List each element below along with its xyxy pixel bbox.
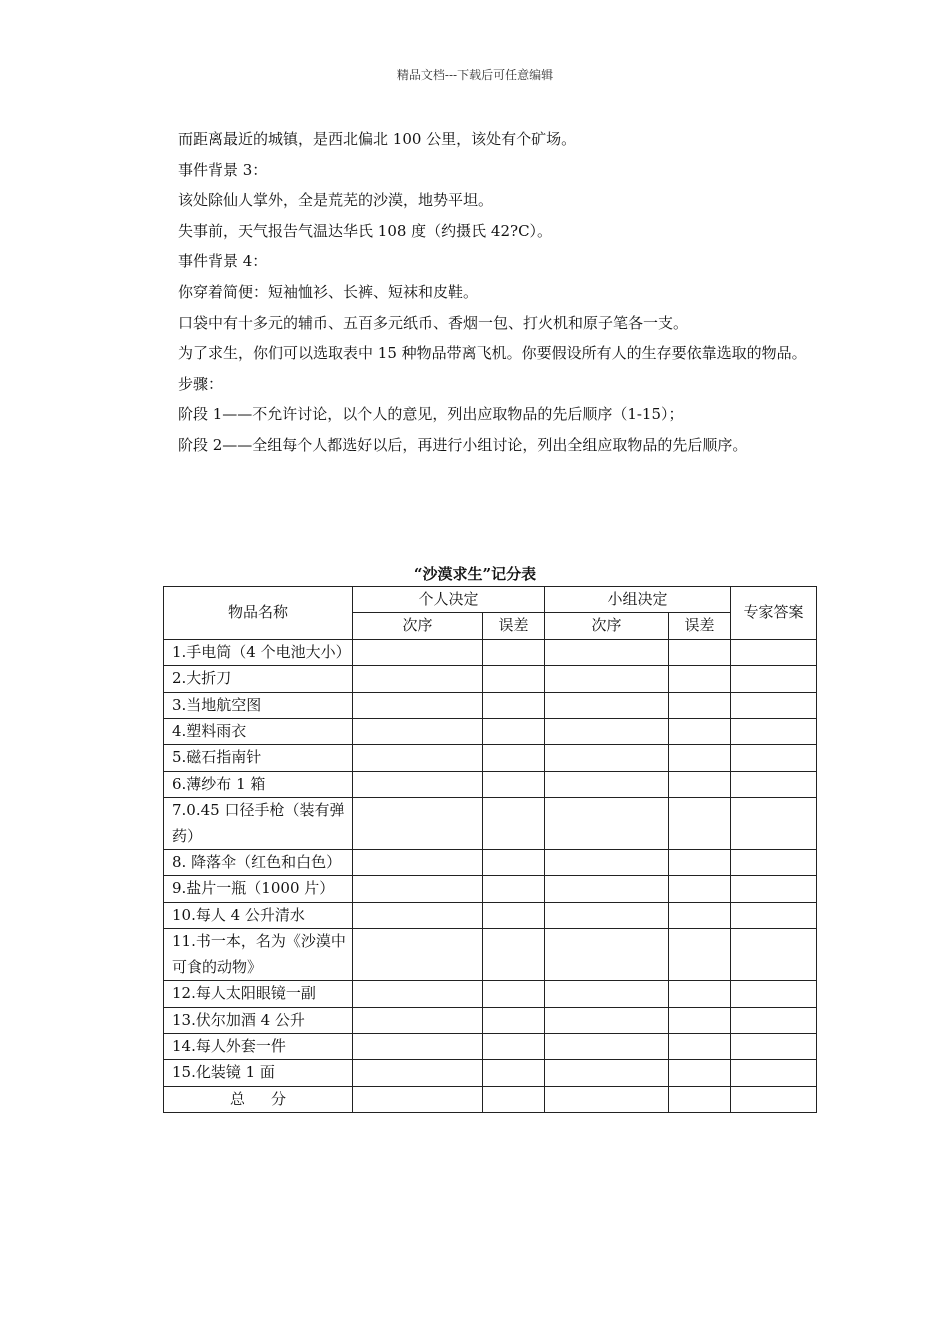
individual-error-cell	[483, 876, 545, 902]
group-error-cell	[669, 719, 731, 745]
table-row	[164, 639, 817, 665]
item-cell: 7.0.45 口径手枪（装有弹药）	[164, 798, 353, 850]
group-error-cell	[669, 666, 731, 692]
expert-answer-cell	[731, 850, 817, 876]
individual-error-cell	[483, 745, 545, 771]
group-error-cell	[669, 639, 731, 665]
header-individual-error: 误差	[483, 613, 545, 639]
expert-answer-cell	[731, 876, 817, 902]
group-order-cell	[545, 929, 669, 981]
group-error-cell	[669, 981, 731, 1007]
group-order-cell	[545, 902, 669, 928]
header-individual: 个人决定	[353, 587, 545, 613]
group-error-cell	[669, 1007, 731, 1033]
group-error-cell	[669, 745, 731, 771]
individual-error-cell	[483, 929, 545, 981]
header-expert: 专家答案	[731, 587, 817, 640]
individual-error-cell	[483, 1007, 545, 1033]
expert-answer-cell	[731, 771, 817, 797]
group-order-cell	[545, 798, 669, 850]
paragraph: 你穿着简便：短袖恤衫、长裤、短袜和皮鞋。	[178, 282, 479, 301]
group-order-cell	[545, 1007, 669, 1033]
expert-answer-cell	[731, 1033, 817, 1059]
individual-order-cell	[353, 1033, 483, 1059]
paragraph: 步骤：	[178, 374, 224, 393]
individual-error-cell	[483, 1086, 545, 1112]
table-row	[164, 1033, 817, 1059]
header-individual-order: 次序	[353, 613, 483, 639]
table-row	[164, 850, 817, 876]
individual-error-cell	[483, 1033, 545, 1059]
individual-error-cell	[483, 850, 545, 876]
group-order-cell	[545, 1086, 669, 1112]
group-error-cell	[669, 876, 731, 902]
item-cell: 12.每人太阳眼镜一副	[164, 981, 353, 1007]
individual-order-cell	[353, 1007, 483, 1033]
individual-order-cell	[353, 902, 483, 928]
group-error-cell	[669, 771, 731, 797]
table-row	[164, 798, 817, 850]
paragraph: 该处除仙人掌外，全是荒芜的沙漠，地势平坦。	[178, 191, 494, 210]
paragraph: 口袋中有十多元的辅币、五百多元纸币、香烟一包、打火机和原子笔各一支。	[178, 313, 689, 332]
individual-order-cell	[353, 798, 483, 850]
table-row	[164, 745, 817, 771]
table-row	[164, 1060, 817, 1086]
expert-answer-cell	[731, 745, 817, 771]
paragraph: 而距离最近的城镇，是西北偏北 100 公里，该处有个矿场。	[178, 130, 577, 148]
group-order-cell	[545, 1060, 669, 1086]
individual-error-cell	[483, 639, 545, 665]
group-order-cell	[545, 981, 669, 1007]
item-cell: 3.当地航空图	[164, 692, 353, 718]
individual-order-cell	[353, 639, 483, 665]
table-row	[164, 1007, 817, 1033]
individual-order-cell	[353, 692, 483, 718]
expert-answer-cell	[731, 981, 817, 1007]
header-group-order: 次序	[545, 613, 669, 639]
total-label	[164, 1086, 353, 1112]
individual-order-cell	[353, 719, 483, 745]
total-label-b: 分	[271, 1089, 287, 1108]
body-text	[144, 124, 812, 461]
group-error-cell	[669, 850, 731, 876]
paragraph: 事件背景 3：	[178, 160, 268, 179]
group-error-cell	[669, 929, 731, 981]
table-row	[164, 981, 817, 1007]
group-order-cell	[545, 850, 669, 876]
table-row	[164, 666, 817, 692]
individual-order-cell	[353, 850, 483, 876]
individual-error-cell	[483, 692, 545, 718]
item-cell: 6.薄纱布 1 箱	[164, 771, 353, 797]
individual-order-cell	[353, 666, 483, 692]
paragraph: 阶段 1——不允许讨论，以个人的意见，列出应取物品的先后顺序（1-15）；	[178, 405, 684, 424]
total-label-a: 总	[229, 1089, 245, 1108]
expert-answer-cell	[731, 719, 817, 745]
item-cell: 5.磁石指南针	[164, 745, 353, 771]
header-group: 小组决定	[545, 587, 731, 613]
group-order-cell	[545, 771, 669, 797]
table-row	[164, 929, 817, 981]
individual-error-cell	[483, 1060, 545, 1086]
item-cell: 14.每人外套一件	[164, 1033, 353, 1059]
individual-order-cell	[353, 1086, 483, 1112]
group-order-cell	[545, 666, 669, 692]
individual-error-cell	[483, 798, 545, 850]
group-order-cell	[545, 876, 669, 902]
individual-error-cell	[483, 902, 545, 928]
expert-answer-cell	[731, 1086, 817, 1112]
group-order-cell	[545, 1033, 669, 1059]
item-cell: 8. 降落伞（红色和白色）	[164, 850, 353, 876]
item-cell: 9.盐片一瓶（1000 片）	[164, 876, 353, 902]
table-row	[164, 902, 817, 928]
table-row	[164, 692, 817, 718]
expert-answer-cell	[731, 1060, 817, 1086]
table-row	[164, 771, 817, 797]
individual-order-cell	[353, 771, 483, 797]
paragraph: 阶段 2——全组每个人都选好以后，再进行小组讨论，列出全组应取物品的先后顺序。	[178, 435, 748, 454]
paragraph: 为了求生，你们可以选取表中 15 种物品带离飞机。你要假设所有人的生存要依靠选取的物品。	[178, 344, 807, 363]
expert-answer-cell	[731, 929, 817, 981]
expert-answer-cell	[731, 666, 817, 692]
score-table	[163, 586, 817, 1113]
group-error-cell	[669, 1086, 731, 1112]
individual-error-cell	[483, 666, 545, 692]
total-row	[164, 1086, 817, 1112]
item-cell: 13.伏尔加酒 4 公升	[164, 1007, 353, 1033]
paragraph: 事件背景 4：	[178, 252, 268, 271]
group-order-cell	[545, 719, 669, 745]
header-item-name: 物品名称	[164, 587, 353, 640]
individual-order-cell	[353, 929, 483, 981]
expert-answer-cell	[731, 902, 817, 928]
expert-answer-cell	[731, 798, 817, 850]
header-group-error: 误差	[669, 613, 731, 639]
item-cell: 4.塑料雨衣	[164, 719, 353, 745]
expert-answer-cell	[731, 692, 817, 718]
individual-error-cell	[483, 771, 545, 797]
group-error-cell	[669, 1033, 731, 1059]
individual-error-cell	[483, 981, 545, 1007]
group-order-cell	[545, 692, 669, 718]
item-cell: 11.书一本，名为《沙漠中可食的动物》	[164, 929, 353, 981]
individual-order-cell	[353, 745, 483, 771]
paragraph: 失事前，天气报告气温达华氏 108 度（约摄氏 42?C）。	[178, 221, 553, 240]
expert-answer-cell	[731, 639, 817, 665]
group-error-cell	[669, 692, 731, 718]
individual-error-cell	[483, 719, 545, 745]
table-title: “沙漠求生”记分表	[413, 565, 537, 583]
group-error-cell	[669, 1060, 731, 1086]
item-cell: 10.每人 4 公升清水	[164, 902, 353, 928]
individual-order-cell	[353, 981, 483, 1007]
individual-order-cell	[353, 1060, 483, 1086]
group-error-cell	[669, 902, 731, 928]
table-row	[164, 719, 817, 745]
individual-order-cell	[353, 876, 483, 902]
item-cell: 2.大折刀	[164, 666, 353, 692]
group-order-cell	[545, 745, 669, 771]
group-error-cell	[669, 798, 731, 850]
item-cell: 15.化装镜 1 面	[164, 1060, 353, 1086]
page-header: 精品文档---下载后可任意编辑	[396, 68, 554, 82]
item-cell: 1.手电筒（4 个电池大小）	[164, 639, 353, 665]
table-row	[164, 876, 817, 902]
expert-answer-cell	[731, 1007, 817, 1033]
group-order-cell	[545, 639, 669, 665]
table-body	[164, 639, 817, 1112]
